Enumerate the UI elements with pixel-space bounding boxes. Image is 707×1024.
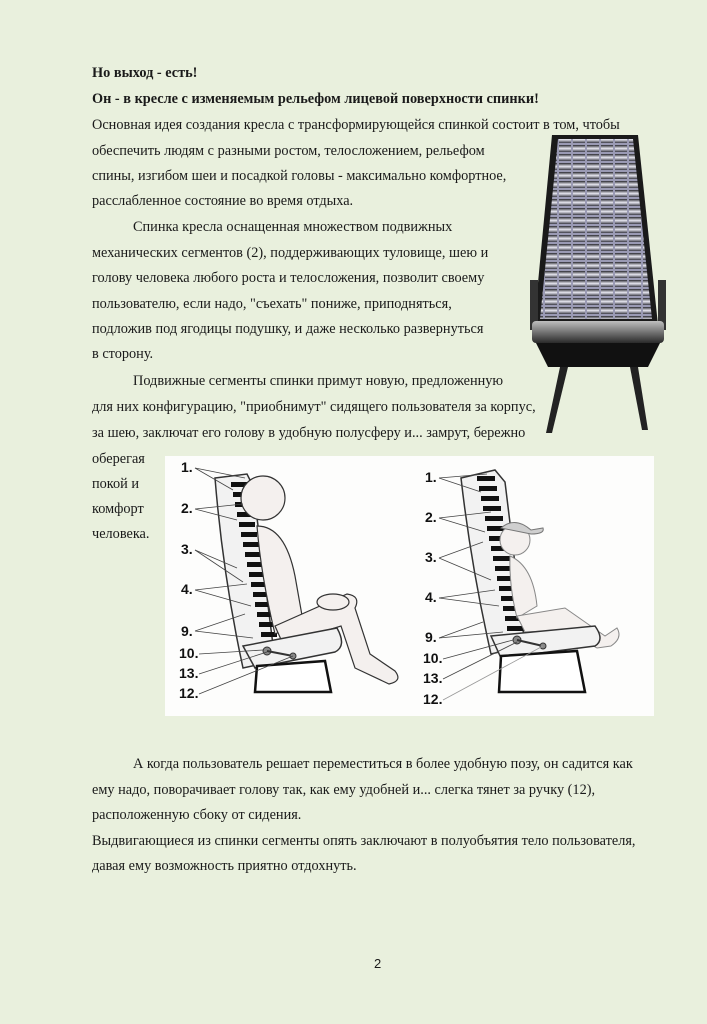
heading-2: Он - в кресле с изменяемым рельефом лицевой поверхности спинки! [92, 91, 539, 107]
diagram-right [423, 469, 619, 707]
label-right-10: 10. [423, 650, 443, 666]
paragraph-4-line: ему надо, поворачивает голову так, как ему удобней и... слегка тянет за ручку (12), [92, 782, 596, 798]
paragraph-3-line: оберегая [92, 451, 145, 467]
heading-1: Но выход - есть! [92, 65, 198, 81]
label-left-13: 13. [179, 665, 199, 681]
label-right-13: 13. [423, 670, 443, 686]
chair-photo [530, 135, 690, 440]
seat-diagram-figure [165, 456, 654, 716]
paragraph-4-line: А когда пользователь решает переместиться в более удобную позу, он садится как [133, 756, 633, 772]
paragraph-2-line: подложив под ягодицы подушку, и даже несколько развернуться [92, 321, 484, 337]
paragraph-1-line: обеспечить людям с разными ростом, телосложением, рельефом [92, 143, 485, 159]
paragraph-3-line: для них конфигурацию, "приобнимут" сидящего пользователя за корпус, [92, 399, 536, 415]
paragraph-2-line: в сторону. [92, 346, 154, 362]
label-right-12: 12. [423, 691, 443, 707]
label-right-2: 2. [425, 509, 437, 525]
label-left-2: 2. [181, 500, 193, 516]
page-number: 2 [374, 956, 382, 971]
label-left-12: 12. [179, 685, 199, 701]
paragraph-3-line: комфорт [92, 501, 144, 517]
label-left-10: 10. [179, 645, 199, 661]
paragraph-1-line: спины, изгибом шеи и посадкой головы - максимально комфортное, [92, 168, 507, 184]
paragraph-1-line: Основная идея создания кресла с трансформирующейся спинкой состоит в том, чтобы [92, 117, 620, 133]
paragraph-2-line: Спинка кресла оснащенная множеством подвижных [133, 219, 453, 235]
paragraph-2-line: пользователю, если надо, "съехать" пониже, приподняться, [92, 296, 452, 312]
paragraph-2-line: голову человека любого роста и телосложения, позволит своему [92, 270, 485, 286]
paragraph-1-line: расслабленное состояние во время отдыха. [92, 193, 354, 209]
label-left-9: 9. [181, 623, 193, 639]
paragraph-3-line: Подвижные сегменты спинки примут новую, предложенную [133, 373, 504, 389]
paragraph-2-line: механических сегментов (2), поддерживающих туловище, шею и [92, 245, 489, 261]
paragraph-3-line: человека. [92, 526, 150, 542]
diagram-left [179, 459, 398, 701]
paragraph-5-line: Выдвигающиеся из спинки сегменты опять заключают в полуобъятия тело пользователя, [92, 833, 636, 849]
label-left-3: 3. [181, 541, 193, 557]
label-right-4: 4. [425, 589, 437, 605]
label-left-1: 1. [181, 459, 193, 475]
paragraph-3-line: покой и [92, 476, 140, 492]
label-right-3: 3. [425, 549, 437, 565]
paragraph-3-line: за шею, заключат его голову в удобную полусферу и... замрут, бережно [92, 425, 526, 441]
label-right-9: 9. [425, 629, 437, 645]
label-left-4: 4. [181, 581, 193, 597]
paragraph-4-line: расположенную сбоку от сидения. [92, 807, 302, 823]
label-right-1: 1. [425, 469, 437, 485]
paragraph-5-line: давая ему возможность приятно отдохнуть. [92, 858, 357, 874]
